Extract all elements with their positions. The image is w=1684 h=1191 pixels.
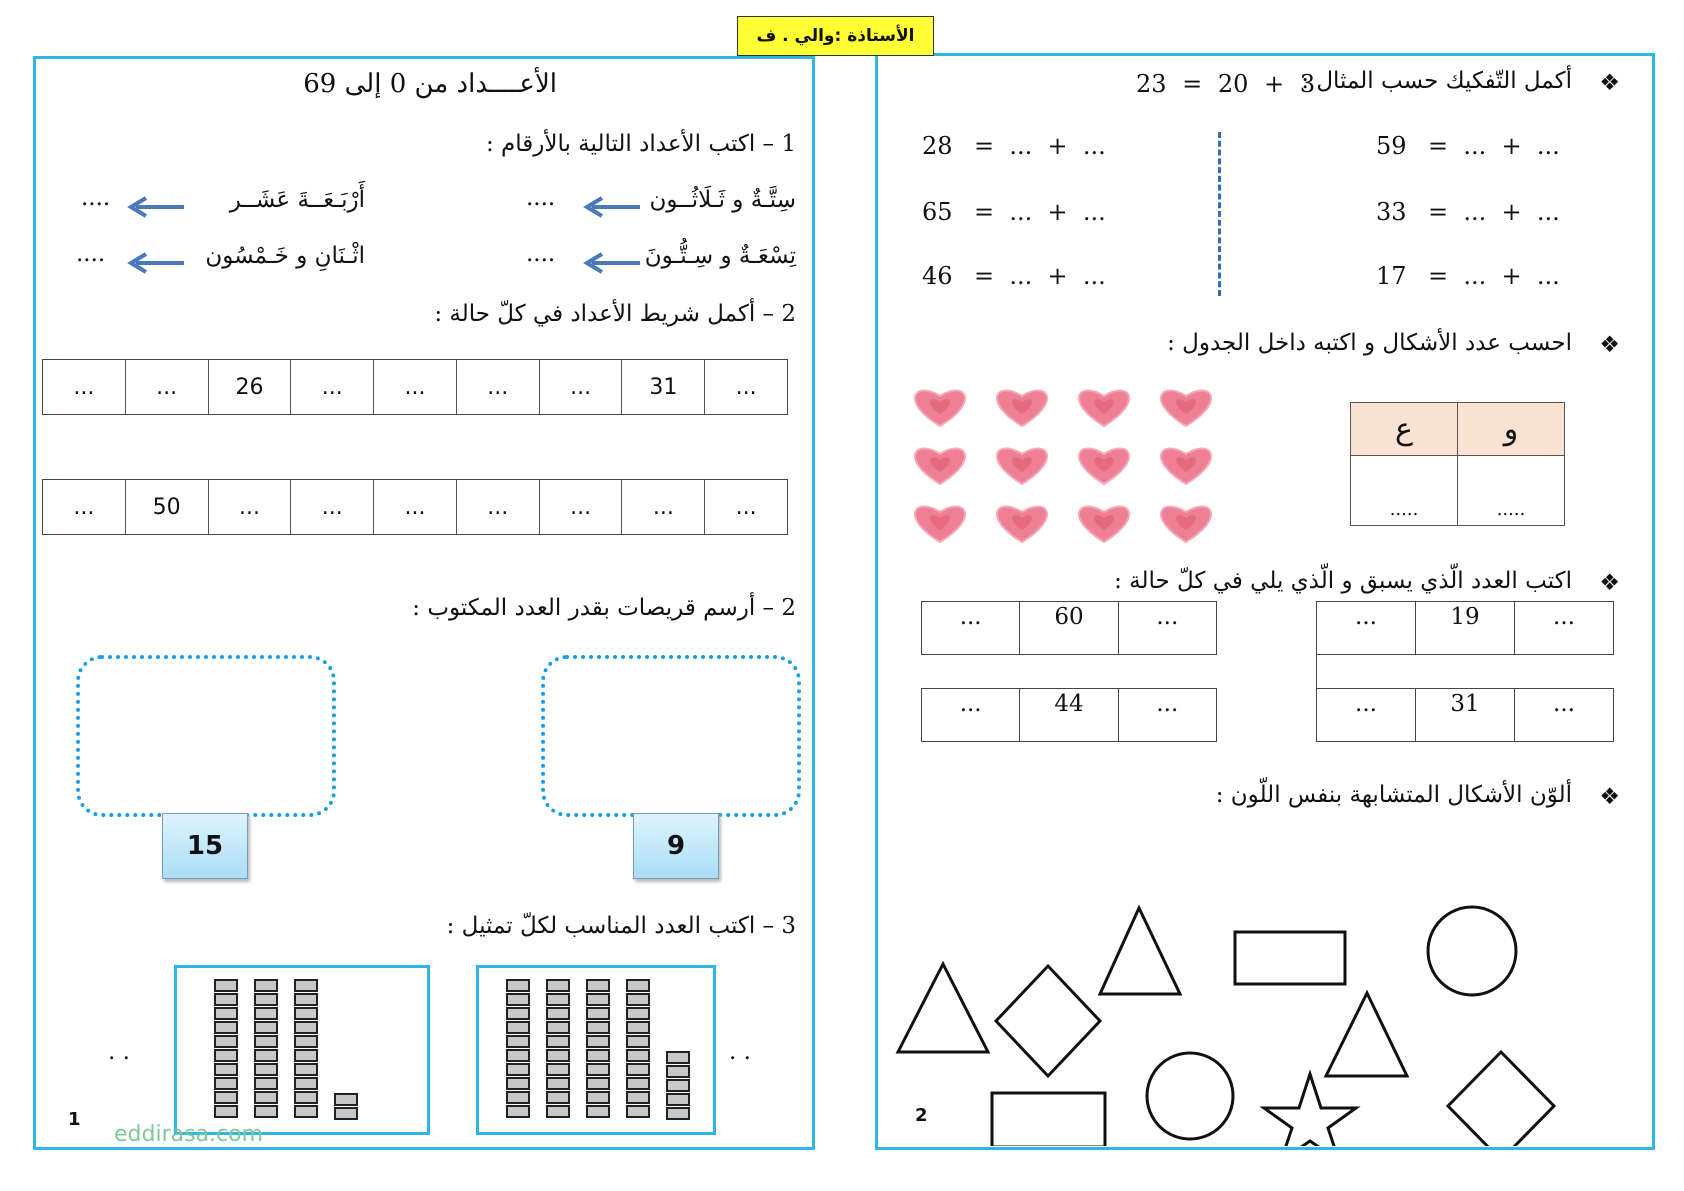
table-header-tens: ع: [1351, 403, 1458, 455]
heart-icon: [1161, 507, 1211, 542]
heart-icon: [997, 391, 1047, 426]
before-cell[interactable]: ...: [1355, 604, 1377, 630]
ex2-instruction: احسب عدد الأشكال و اكتبه داخل الجدول :: [1167, 330, 1572, 356]
left-page: [33, 56, 815, 1150]
strip-cell[interactable]: ...: [704, 480, 787, 534]
strip-cell[interactable]: ...: [539, 360, 622, 414]
neighbor-row: [1316, 688, 1614, 742]
unit-cube: [667, 1066, 689, 1077]
q4-answer[interactable]: . .: [108, 1039, 130, 1065]
star-shape[interactable]: [1264, 1074, 1356, 1146]
q1-words: تِسْعَـةٌ و سِـتُّـونَ: [644, 243, 796, 269]
neighbor-row: [921, 601, 1217, 655]
unit-cube: [667, 1052, 689, 1063]
given-number: 19: [1415, 602, 1514, 654]
strip-cell[interactable]: ...: [208, 480, 291, 534]
heart-icon: [1161, 391, 1211, 426]
q2-instruction: 2 – أكمل شريط الأعداد في كلّ حالة :: [434, 301, 796, 327]
strip-cell[interactable]: ...: [456, 360, 539, 414]
ex4-instruction: ألوّن الأشكال المتشابهة بنفس اللّون :: [1215, 782, 1572, 808]
ex1-example: 23 = 20 + 3: [1136, 70, 1316, 98]
strip-cell[interactable]: 50: [125, 480, 208, 534]
unit-cube: [667, 1108, 689, 1119]
triangle-shape[interactable]: [1326, 993, 1407, 1076]
right-page: [875, 53, 1655, 1150]
base-ten-representation: [476, 965, 716, 1135]
ten-rod: [587, 980, 609, 1117]
ex1-expression[interactable]: = ... + ...: [1428, 132, 1560, 160]
arrow-left-icon: [126, 195, 186, 219]
after-cell[interactable]: ...: [1514, 689, 1613, 741]
before-cell[interactable]: ...: [959, 604, 982, 630]
strip-cell[interactable]: 26: [208, 360, 291, 414]
heart-icon: [915, 391, 965, 426]
ten-rod: [547, 980, 569, 1117]
strip-cell[interactable]: ...: [290, 360, 373, 414]
ten-rod: [255, 980, 277, 1117]
strip-cell[interactable]: ...: [373, 480, 456, 534]
ex3-instruction: اكتب العدد الّذي يسبق و الّذي يلي في كلّ حالة :: [1114, 568, 1572, 594]
neighbor-row: [921, 688, 1217, 742]
number-label-box: 9: [633, 813, 719, 879]
diamond-shape[interactable]: [1448, 1052, 1554, 1146]
q1-answer[interactable]: ....: [526, 185, 556, 211]
ex1-number: 17: [1376, 262, 1407, 290]
table-cell-tens[interactable]: .....: [1351, 456, 1458, 526]
strip-cell[interactable]: ...: [73, 374, 95, 400]
ten-rod: [295, 980, 317, 1117]
strip-cell[interactable]: ...: [456, 480, 539, 534]
ten-rod: [507, 980, 529, 1117]
dashed-divider: [1218, 132, 1221, 296]
q1-answer[interactable]: ....: [76, 241, 106, 267]
ex1-number: 46: [922, 262, 953, 290]
circle-shape[interactable]: [1147, 1053, 1233, 1139]
q4-instruction: 3 – اكتب العدد المناسب لكلّ تمثيل :: [446, 913, 796, 939]
drawing-area[interactable]: [76, 655, 336, 817]
strip-cell[interactable]: ...: [290, 480, 373, 534]
watermark-url: eddirasa.com: [114, 1122, 264, 1147]
heart-icon: [1079, 507, 1129, 542]
number-label-box: 15: [162, 813, 248, 879]
ten-rod: [627, 980, 649, 1117]
heart-icon: [1161, 449, 1211, 484]
ex1-expression[interactable]: = ... + ...: [1428, 198, 1560, 226]
ex1-number: 33: [1376, 198, 1407, 226]
q1-answer[interactable]: ....: [81, 185, 111, 211]
q3-instruction: 2 – أرسم قريصات بقدر العدد المكتوب :: [412, 595, 796, 621]
connector-line: [1316, 655, 1317, 688]
neighbor-row: [1316, 601, 1614, 655]
number-strip-2: [42, 479, 788, 535]
ex1-number: 59: [1376, 132, 1407, 160]
strip-cell[interactable]: ...: [539, 480, 622, 534]
strip-cell[interactable]: ...: [621, 480, 704, 534]
heart-icon: [1079, 449, 1129, 484]
triangle-shape[interactable]: [1100, 908, 1180, 994]
after-cell[interactable]: ...: [1118, 689, 1216, 741]
given-number: 60: [1019, 602, 1117, 654]
heart-icon: [915, 449, 965, 484]
ex1-instruction: أكمل التّفكيك حسب المثال :: [1301, 68, 1572, 94]
ex1-number: 65: [922, 198, 953, 226]
table-header-ones: و: [1503, 411, 1519, 447]
after-cell[interactable]: ...: [1514, 602, 1613, 654]
before-cell[interactable]: ...: [959, 691, 982, 717]
unit-cube: [335, 1094, 357, 1105]
arrow-left-icon: [582, 195, 642, 219]
heart-icon: [997, 507, 1047, 542]
rectangle-shape[interactable]: [992, 1093, 1105, 1146]
drawing-area[interactable]: [541, 655, 801, 817]
q1-words: اثْـنَانِ و خَـمْسُون: [205, 243, 365, 269]
page-number: 1: [68, 1109, 81, 1130]
q1-answer[interactable]: ....: [526, 241, 556, 267]
rectangle-shape[interactable]: [1235, 932, 1345, 984]
tens-ones-table: [1350, 402, 1565, 526]
table-cell-ones[interactable]: .....: [1496, 499, 1526, 520]
strip-cell[interactable]: ...: [125, 360, 208, 414]
after-cell[interactable]: ...: [1118, 602, 1216, 654]
teacher-label: الأستاذة :والي . ف: [737, 16, 934, 56]
base-ten-blocks: [479, 968, 713, 1132]
arrow-left-icon: [126, 251, 186, 275]
hearts-group: [908, 376, 1228, 556]
strip-cell[interactable]: ...: [373, 360, 456, 414]
page-number: 2: [915, 1105, 928, 1126]
q1-instruction: 1 – اكتب الأعداد التالية بالأرقام :: [485, 131, 796, 157]
heart-icon: [997, 449, 1047, 484]
q1-words: سِتَّـةٌ و ثَـلَاثُــون: [649, 187, 796, 213]
bullet-icon: ❖: [1599, 70, 1620, 96]
ex1-expression[interactable]: = ... + ...: [974, 262, 1106, 290]
diamond-shape[interactable]: [996, 966, 1100, 1076]
number-strip-1: [42, 359, 788, 415]
base-ten-representation: [174, 965, 430, 1135]
unit-cube: [667, 1094, 689, 1105]
bullet-icon: ❖: [1599, 332, 1620, 358]
q4-answer[interactable]: . .: [729, 1039, 751, 1065]
circle-shape[interactable]: [1428, 907, 1516, 995]
shapes-area: [878, 836, 1652, 1146]
q1-words: أَرْبَـعَــةَ عَشَــر: [229, 187, 365, 213]
ex1-number: 28: [922, 132, 953, 160]
page-title: الأعــــداد من 0 إلى 69: [303, 69, 557, 99]
ex1-expression[interactable]: = ... + ...: [974, 198, 1106, 226]
base-ten-blocks: [177, 968, 427, 1132]
ex1-expression[interactable]: = ... + ...: [974, 132, 1106, 160]
heart-icon: [915, 507, 965, 542]
heart-icon: [1079, 391, 1129, 426]
given-number: 44: [1019, 689, 1117, 741]
arrow-left-icon: [582, 251, 642, 275]
ex1-expression[interactable]: = ... + ...: [1428, 262, 1560, 290]
strip-cell[interactable]: ...: [73, 494, 95, 520]
strip-cell[interactable]: 31: [621, 360, 704, 414]
ten-rod: [215, 980, 237, 1117]
strip-cell[interactable]: ...: [704, 360, 787, 414]
bullet-icon: ❖: [1599, 570, 1620, 596]
unit-cube: [667, 1080, 689, 1091]
before-cell[interactable]: ...: [1355, 691, 1377, 717]
triangle-shape[interactable]: [898, 964, 988, 1052]
bullet-icon: ❖: [1599, 784, 1620, 810]
given-number: 31: [1415, 689, 1514, 741]
unit-cube: [335, 1108, 357, 1119]
